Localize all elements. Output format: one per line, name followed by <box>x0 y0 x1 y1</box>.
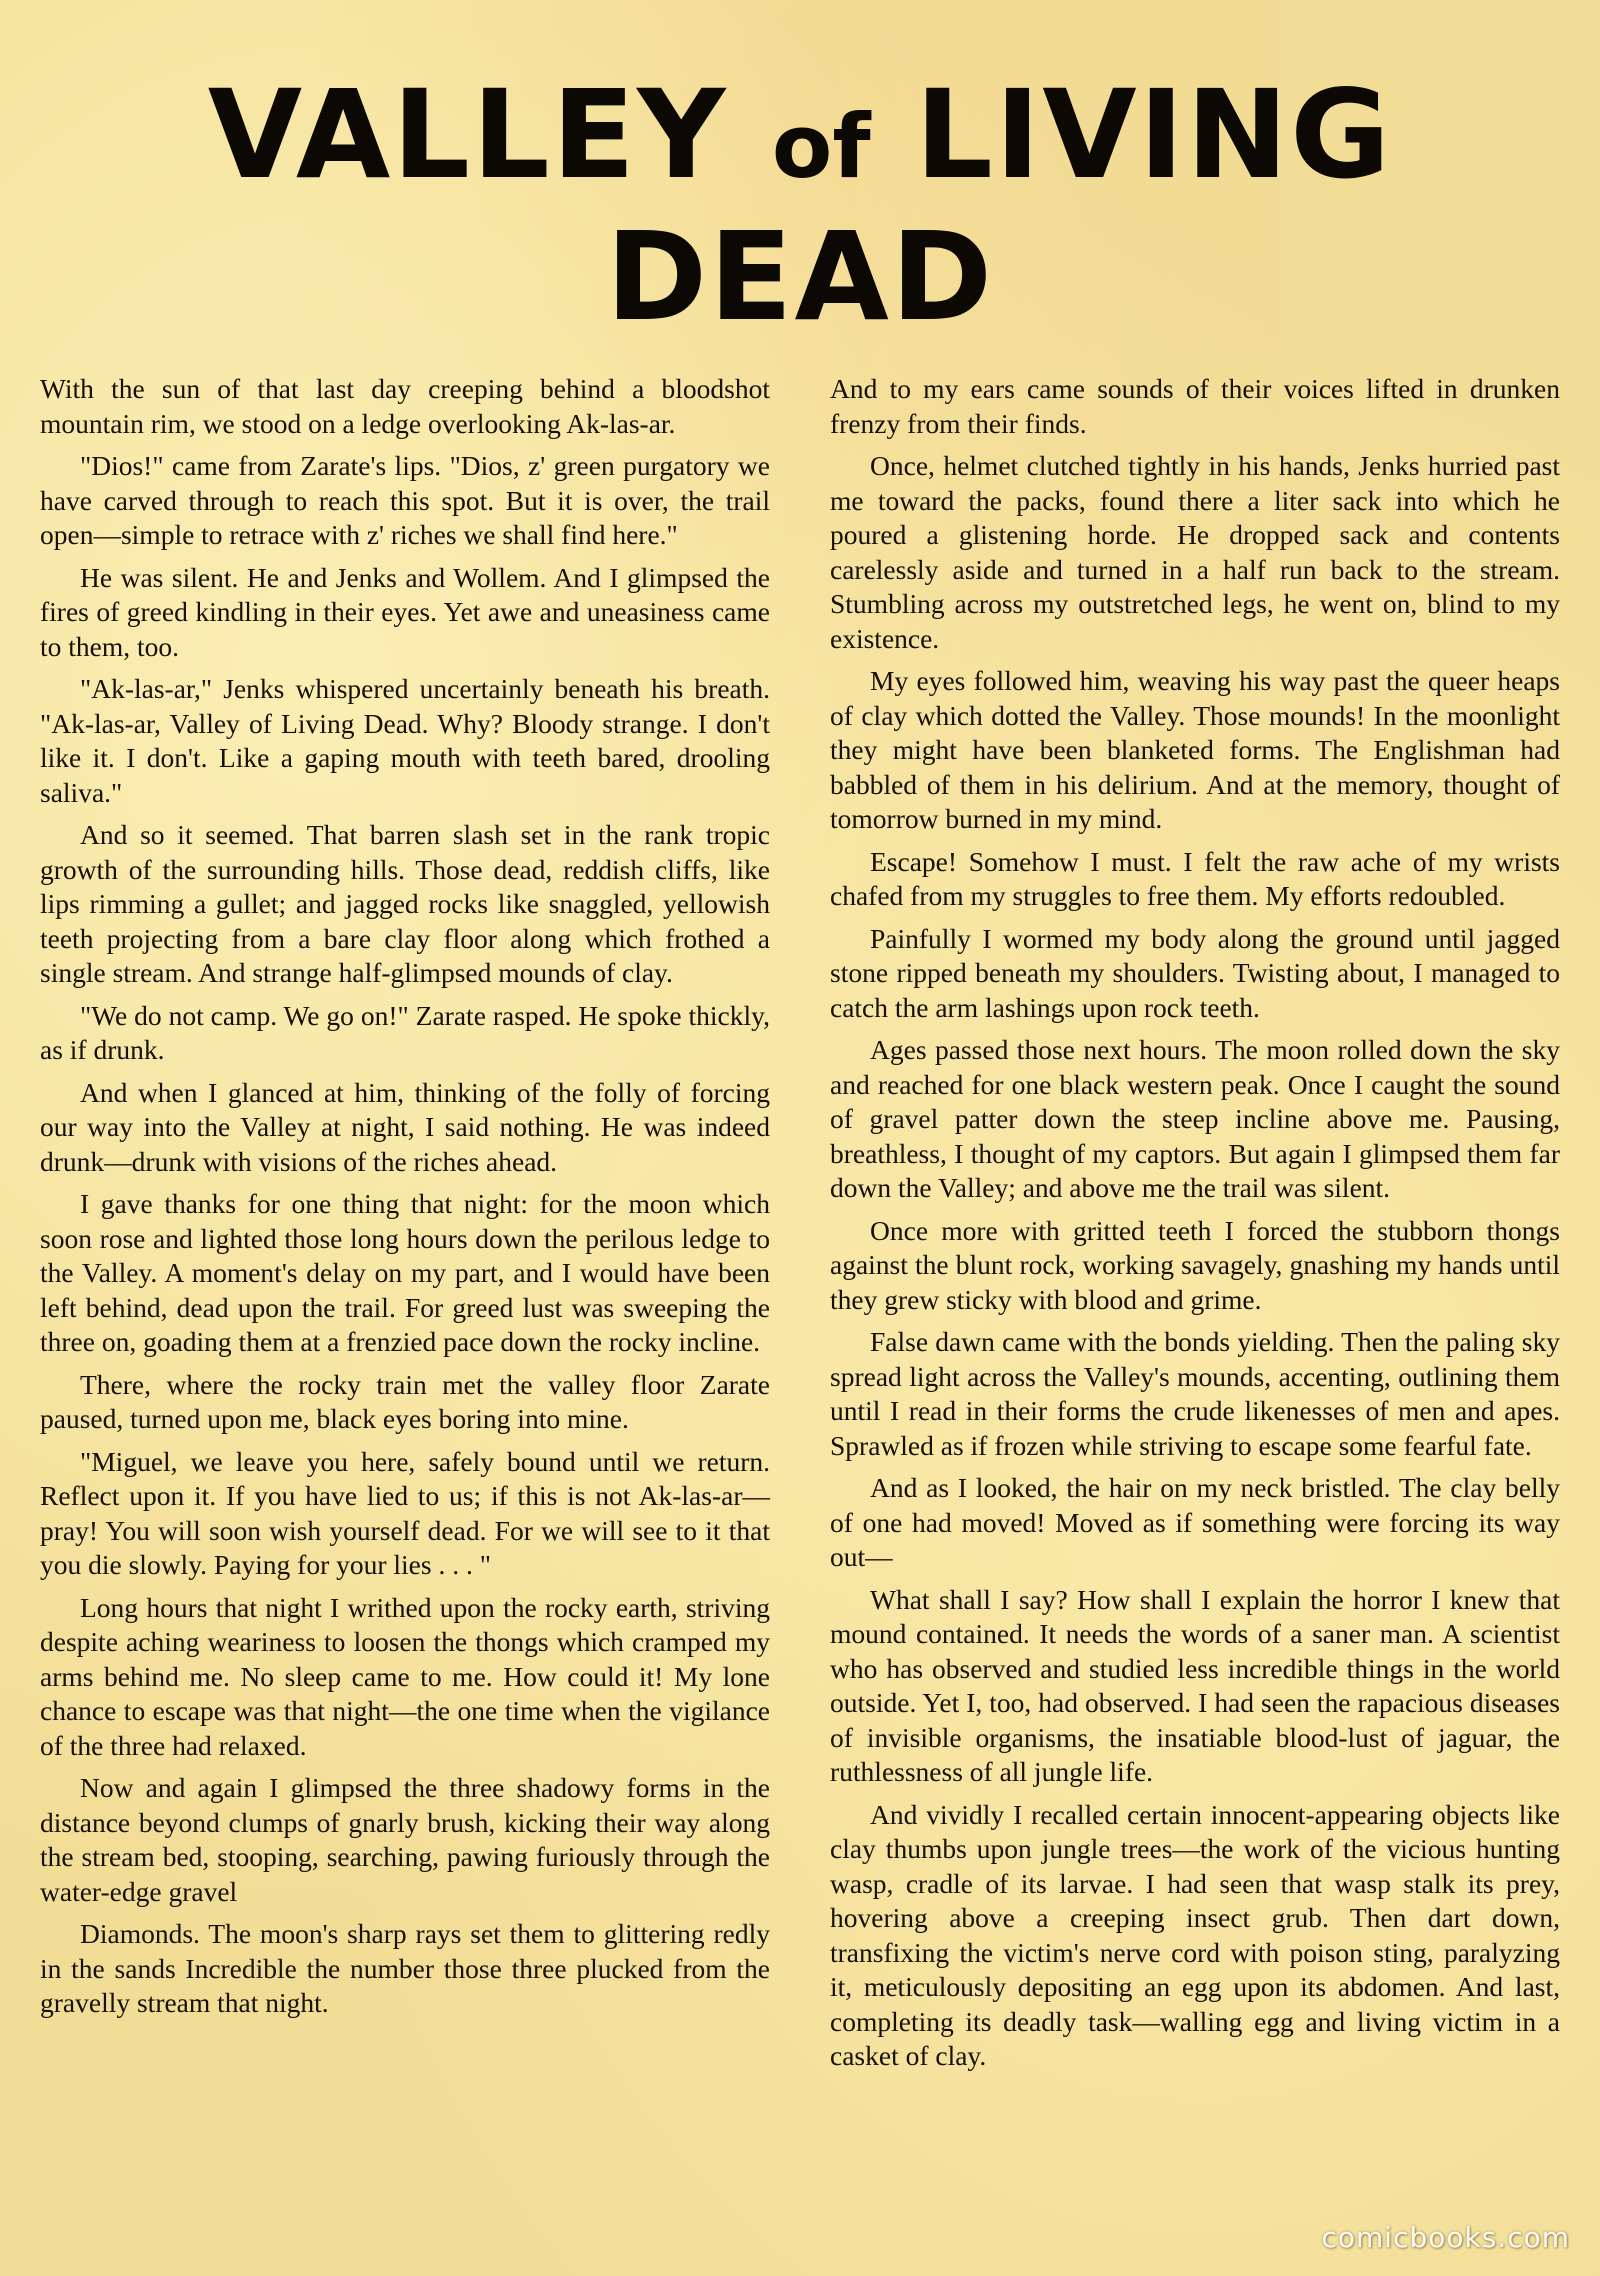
paragraph: False dawn came with the bonds yielding. Then the paling sky spread light across the Valley's mounds, accenting, outlining them until I read in their forms the crude likenesses of men and apes. Sprawled as if frozen while striving to escape some fearful fate. <box>830 1326 1560 1461</box>
site-watermark: comicbooks.com <box>1321 2221 1570 2254</box>
left-column <box>40 372 770 2082</box>
text-columns <box>30 372 1570 2082</box>
paragraph: And so it seemed. That barren slash set in the rank tropic growth of the surrounding hills. Those dead, reddish cliffs, like lips rimming a gullet; and jagged rocks like snaggled, yellowish teeth projecting from a bare clay floor along which frothed a single stream. And strange half-glimpsed mounds of clay. <box>40 819 770 988</box>
story-title <box>30 64 1570 348</box>
paragraph: "We do not camp. We go on!" Zarate rasped. He spoke thickly, as if drunk. <box>40 999 770 1065</box>
paragraph: "Ak-las-ar," Jenks whispered uncertainly beneath his breath. "Ak-las-ar, Valley of Living Dead. Why? Bloody strange. I don't like it. I don't. Like a gaping mouth with teeth bared, drooling saliva." <box>40 673 770 808</box>
paragraph: Escape! Somehow I must. I felt the raw ache of my wrists chafed from my struggles to free them. My efforts redoubled. <box>830 845 1560 911</box>
paragraph: Now and again I glimpsed the three shadowy forms in the distance beyond clumps of gnarly brush, kicking their way along the stream bed, stooping, searching, pawing furiously through the water-edge gravel <box>40 1772 770 1907</box>
paragraph: "Dios!" came from Zarate's lips. "Dios, z' green purgatory we have carved through to reach this spot. But it is over, the trail open—simple to retrace with z' riches we shall find here." <box>40 450 770 550</box>
paragraph: Painfully I wormed my body along the ground until jagged stone ripped beneath my shoulders. Twisting about, I managed to catch the arm lashings upon rock teeth. <box>830 922 1560 1023</box>
paragraph: Once more with gritted teeth I forced the stubborn thongs against the blunt rock, working savagely, gnashing my hands until they grew sticky with blood and grime. <box>830 1214 1560 1315</box>
paragraph: Diamonds. The moon's sharp rays set them to glittering redly in the sands Incredible the number those three plucked from the gravelly stream that night. <box>40 1918 770 2018</box>
paragraph: And as I looked, the hair on my neck bristled. The clay belly of one had moved! Moved as if something were forcing its way out— <box>830 1472 1560 1572</box>
title-word-of: of <box>771 95 871 198</box>
paragraph: Once, helmet clutched tightly in his hands, Jenks hurried past me toward the packs, found there a liter sack into which he poured a glistening horde. He dropped sack and contents carelessly aside and turned in a half run back to the stream. Stumbling across my outstretched legs, he went on, blind to my existence. <box>830 450 1560 654</box>
paragraph: And vividly I recalled certain innocent-appearing objects like clay thumbs upon jungle trees—the work of the vicious hunting wasp, cradle of its larvae. I had seen that wasp stalk its prey, hovering above a creeping insect grub. Then dart down, transfixing the victim's nerve cord with poison sting, paralyzing it, meticulously depositing an egg upon its abdomen. And last, completing its deadly task—walling egg and living victim in a casket of clay. <box>830 1798 1560 2071</box>
paragraph: And to my ears came sounds of their voices lifted in drunken frenzy from their finds. <box>830 373 1560 439</box>
paragraph: Ages passed those next hours. The moon rolled down the sky and reached for one black western peak. Once I caught the sound of gravel patter down the steep incline above me. Pausing, breathless, I thought of my captors. But again I glimpsed them far down the Valley; and above me the trail was silent. <box>830 1034 1560 1203</box>
right-column <box>830 372 1560 2082</box>
title-words-living-dead: LIVING DEAD <box>605 64 1393 348</box>
paragraph: I gave thanks for one thing that night: for the moon which soon rose and lighted those long hours down the perilous ledge to the Valley. A moment's delay on my part, and I would have been left behind, dead upon the trail. For greed lust was sweeping the three on, goading them at a frenzied pace down the rocky incline. <box>40 1188 770 1357</box>
paragraph: And when I glanced at him, thinking of the folly of forcing our way into the Valley at night, I said nothing. He was indeed drunk—drunk with visions of the riches ahead. <box>40 1076 770 1177</box>
paragraph: With the sun of that last day creeping behind a bloodshot mountain rim, we stood on a ledge overlooking Ak-las-ar. <box>40 373 770 439</box>
paragraph: Long hours that night I writhed upon the rocky earth, striving despite aching weariness to loosen the thongs which cramped my arms behind me. No sleep came to me. How could it! My lone chance to escape was that night—the one time when the vigilance of the three had relaxed. <box>40 1591 770 1761</box>
paragraph: My eyes followed him, weaving his way past the queer heaps of clay which dotted the Valley. Those mounds! In the moonlight they might have been blanketed forms. The Englishman had babbled of them in his delirium. And at the memory, thought of tomorrow burned in my mind. <box>830 665 1560 834</box>
title-word-valley: VALLEY <box>207 64 728 206</box>
paragraph: There, where the rocky train met the valley floor Zarate paused, turned upon me, black eyes boring into mine. <box>40 1368 770 1434</box>
paragraph: He was silent. He and Jenks and Wollem. And I glimpsed the fires of greed kindling in their eyes. Yet awe and uneasiness came to them, too. <box>40 561 770 662</box>
paragraph: "Miguel, we leave you here, safely bound until we return. Reflect upon it. If you have lied to us; if this is not Ak-las-ar—pray! You will soon wish yourself dead. For we will see to it that you die slowly. Paying for your lies . . . " <box>40 1445 770 1580</box>
paragraph: What shall I say? How shall I explain the horror I knew that mound contained. It needs the words of a saner man. A scientist who has observed and studied less incredible things in the world outside. Yet I, too, had observed. I had seen the rapacious diseases of invisible organisms, the insatiable blood-lust of jaguar, the ruthlessness of all jungle life. <box>830 1583 1560 1787</box>
